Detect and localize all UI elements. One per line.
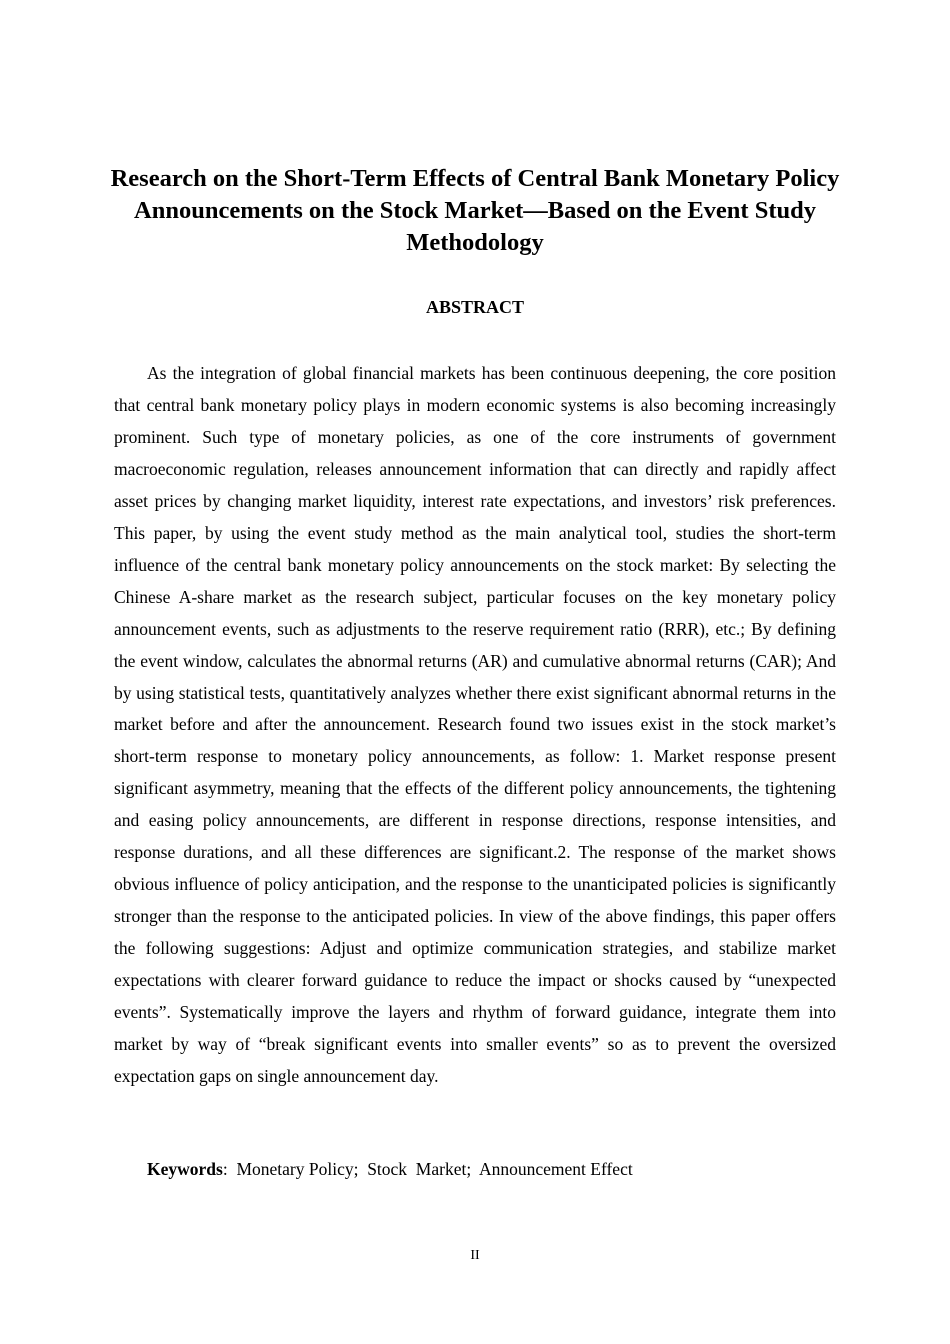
abstract-heading: ABSTRACT bbox=[425, 297, 525, 317]
keywords-separator: : bbox=[222, 1159, 237, 1179]
page-number: II bbox=[470, 1248, 480, 1263]
keywords-line bbox=[147, 1155, 837, 1183]
keywords-text: Monetary Policy; Stock Market; Announcement Effect bbox=[236, 1159, 633, 1179]
paper-title: Research on the Short-Term Effects of Central Bank Monetary Policy Announcements on the Stock Market—Based on the Event Study Methodology bbox=[110, 165, 840, 256]
abstract-body: As the integration of global financial markets has been continuous deepening, the core position that central bank monetary policy plays in modern economic systems is also becoming increasingly prominent. Such type of monetary policies, as one of the core instruments of government macroeconomic regulation, releases announcement information that can directly and rapidly affect asset prices by changing market liquidity, interest rate expectations, and investors’ risk preferences. This paper, by using the event study method as the main analytical tool, studies the short-term influence of the central bank monetary policy announcements on the stock market: By selecting the Chinese A-share market as the research subject, particular focuses on the key monetary policy announcement events, such as adjustments to the reserve requirement ratio (RRR), etc.; By defining the event window, calculates the abnormal returns (AR) and cumulative abnormal returns (CAR); And by using statistical tests, quantitatively analyzes whether there exist significant abnormal returns in the market before and after the announcement. Research found two issues exist in the stock market’s short-term response to monetary policy announcements, as follow: 1. Market response present significant asymmetry, meaning that the effects of the different policy announcements, the tightening and easing policy announcements, are different in response directions, response intensities, and response durations, and all these differences are significant.2. The response of the market shows obvious influence of policy anticipation, and the response to the unanticipated policies is significantly stronger than the response to the anticipated policies. In view of the above findings, this paper offers the following suggestions: Adjust and optimize communication strategies, and stabilize market expectations with clearer forward guidance to reduce the impact or shocks caused by “unexpected events”. Systematically improve the layers and rhythm of forward guidance, integrate them into market by way of “break significant events into smaller events” so as to prevent the oversized expectation gaps on single announcement day. bbox=[114, 363, 836, 1086]
keywords-label: Keywords bbox=[147, 1159, 223, 1179]
